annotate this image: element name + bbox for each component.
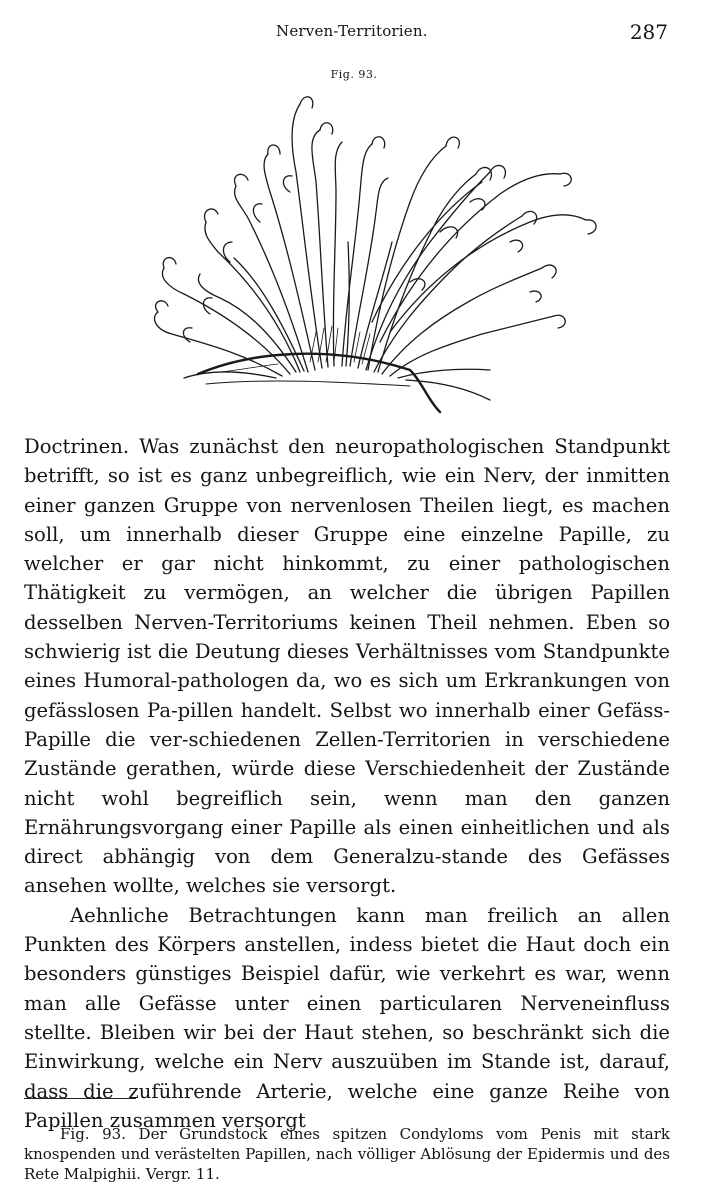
condyloma-papillae-drawing — [110, 82, 610, 422]
paragraph: Aehnliche Betrachtungen kann man freilich an allen Punkten des Körpers anstellen, indess bietet die Haut doch ein besonders günstiges Beispiel dafür, wie verkehrt es war, wenn man alle Gefässe unter einen particularen Nerveneinfluss stellte. Bleiben wir bei der Haut stehen, so beschränkt sich die Einwirkung, welche ein Nerv auszuüben im Stande ist, darauf, dass die zuführende Arterie, welche eine ganze Reihe von Papillen zusammen versorgt — [24, 903, 670, 1132]
running-head-title: Nerven-Territorien. — [276, 22, 428, 40]
figure-illustration — [110, 82, 610, 422]
running-head — [0, 22, 708, 46]
page-number: 287 — [629, 20, 668, 44]
body-text — [24, 432, 670, 1135]
figure-caption: Fig. 93. Der Grundstock eines spitzen Condyloms vom Penis mit stark knospenden und verästelten Papillen, nach völliger Ablösung der Epidermis und des Rete Malpighii. Vergr. 11. — [24, 1125, 670, 1183]
figure-label: Fig. 93. — [330, 68, 378, 81]
paragraph: Doctrinen. Was zunächst den neuropathologischen Standpunkt betrifft, so ist es ganz unbegreiflich, wie ein Nerv, der inmitten einer ganzen Gruppe von nervenlosen Theilen liegt, es machen soll, um innerhalb dieser Gruppe eine einzelne Papille, zu welcher er gar nicht hinkommt, zu einer pathologischen Thätigkeit zu vermögen, an welcher die übrigen Papillen desselben Nerven-Territoriums keinen Theil nehmen. Eben so schwierig ist die Deutung dieses Verhältnisses vom Standpunkte eines Humoral-pathologen da, wo es sich um Erkrankungen von gefässlosen Pa-pillen handelt. Selbst wo innerhalb einer Gefäss-Papille die ver-schiedenen Zellen-Territorien in verschiedene Zustände gerathen, würde diese Verschiedenheit der Zustände nicht wohl begreiflich sein, wenn man den ganzen Ernährungsvorgang einer Papille als einen einheitlichen und als direct abhängig von dem Generalzu-stande des Gefässes ansehen wollte, welches sie versorgt. — [24, 435, 670, 898]
footnote — [24, 1124, 670, 1184]
footnote-divider — [24, 1098, 136, 1099]
